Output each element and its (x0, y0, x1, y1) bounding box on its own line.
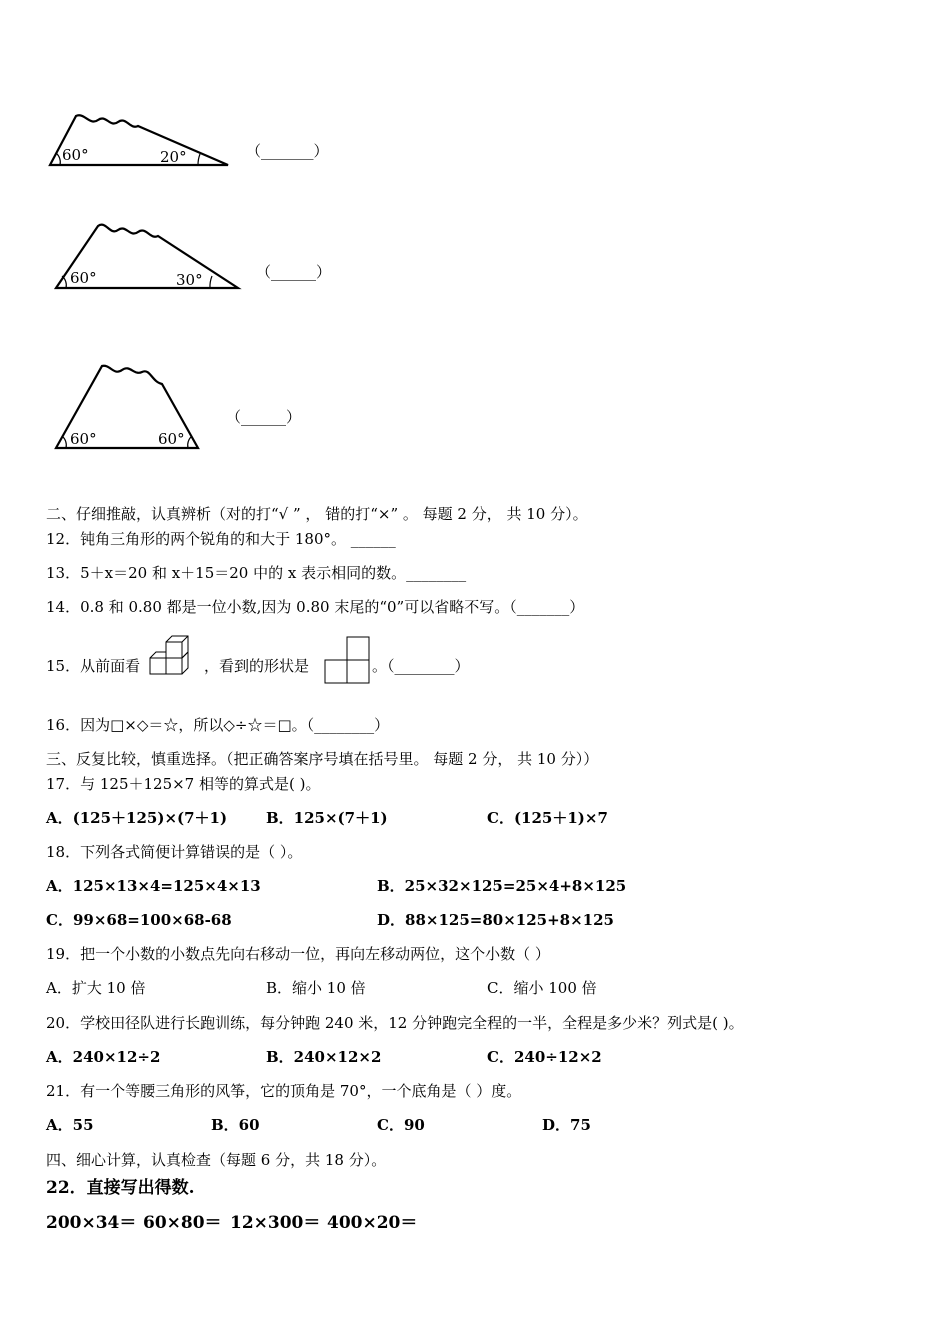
q21-option-d[interactable]: D．75 (542, 1116, 591, 1134)
q18-option-b[interactable]: B．25×32×125=25×4+8×125 (377, 877, 627, 895)
question-16: 16．因为□×◇＝☆，所以◇÷☆＝□。（________） (46, 716, 390, 734)
triangle-figure-1 (46, 108, 236, 172)
angle-label-left: 60° (62, 146, 89, 164)
q18-option-c[interactable]: C．99×68=100×68-68 (46, 911, 232, 929)
q17-option-b[interactable]: B．125×(7＋1) (266, 809, 388, 827)
section-4-heading: 四、细心计算，认真检查（每题 6 分，共 18 分）。 (46, 1151, 387, 1169)
q21-option-a[interactable]: A．55 (46, 1116, 94, 1134)
q18-option-d[interactable]: D．88×125=80×125+8×125 (377, 911, 614, 929)
answer-blank-1[interactable]: （_______） (246, 142, 329, 160)
question-15-text-b: ，看到的形状是 (204, 657, 310, 675)
section-2-heading: 二、仔细推敲，认真辨析（对的打“√ ” ， 错的打“×” 。 每题 2 分， 共 10 分）。 (46, 505, 588, 523)
angle-label-right: 20° (160, 148, 187, 166)
question-21: 21．有一个等腰三角形的风筝，它的顶角是 70°，一个底角是（ ）度。 (46, 1082, 522, 1100)
angle-label-right: 60° (158, 430, 185, 448)
q22-item-2: 60×80＝ (143, 1213, 222, 1233)
q22-item-4: 400×20＝ (327, 1213, 418, 1233)
q20-option-b[interactable]: B．240×12×2 (266, 1048, 382, 1066)
q19-option-a[interactable]: A．扩大 10 倍 (46, 979, 146, 997)
q18-option-a[interactable]: A．125×13×4=125×4×13 (46, 877, 261, 895)
q20-option-c[interactable]: C．240÷12×2 (487, 1048, 602, 1066)
q21-option-b[interactable]: B．60 (211, 1116, 260, 1134)
answer-blank-3[interactable]: （______） (226, 408, 302, 426)
q17-option-a[interactable]: A．(125＋125)×(7＋1) (46, 809, 228, 827)
question-17: 17．与 125＋125×7 相等的算式是( )。 (46, 775, 321, 793)
q17-option-c[interactable]: C．(125＋1)×7 (487, 809, 608, 827)
q19-option-c[interactable]: C．缩小 100 倍 (487, 979, 597, 997)
question-15-text-a: 15．从前面看 (46, 657, 141, 675)
question-14: 14．0.8 和 0.80 都是一位小数,因为 0.80 末尾的“0”可以省略不写。（_______） (46, 598, 585, 616)
front-view-shape-icon (324, 636, 370, 689)
angle-label-left: 60° (70, 430, 97, 448)
q19-option-b[interactable]: B．缩小 10 倍 (266, 979, 366, 997)
q21-option-c[interactable]: C．90 (377, 1116, 425, 1134)
q20-option-a[interactable]: A．240×12÷2 (46, 1048, 161, 1066)
question-15-text-c: 。（________） (372, 657, 470, 675)
angle-label-right: 30° (176, 271, 203, 289)
triangle-figure-2 (52, 216, 244, 294)
trapezoid-figure-3 (52, 360, 202, 454)
q22-item-3: 12×300＝ (230, 1213, 321, 1233)
question-13: 13．5＋x＝20 和 x＋15＝20 中的 x 表示相同的数。________ (46, 564, 467, 582)
question-18: 18．下列各式简便计算错误的是（ ）。 (46, 843, 303, 861)
question-19: 19．把一个小数的小数点先向右移动一位，再向左移动两位，这个小数（ ） (46, 945, 550, 963)
question-20: 20．学校田径队进行长跑训练，每分钟跑 240 米，12 分钟跑完全程的一半，全程是多少米？列式是( )。 (46, 1014, 744, 1032)
cube-stack-icon (148, 634, 192, 687)
angle-label-left: 60° (70, 269, 97, 287)
question-22: 22．直接写出得数. (46, 1178, 195, 1198)
question-12: 12．钝角三角形的两个锐角的和大于 180°。 ______ (46, 530, 396, 548)
answer-blank-2[interactable]: （______） (256, 263, 332, 281)
section-3-heading: 三、反复比较，慎重选择。（把正确答案序号填在括号里。 每题 2 分， 共 10 分）） (46, 750, 599, 768)
q22-item-1: 200×34＝ (46, 1213, 137, 1233)
